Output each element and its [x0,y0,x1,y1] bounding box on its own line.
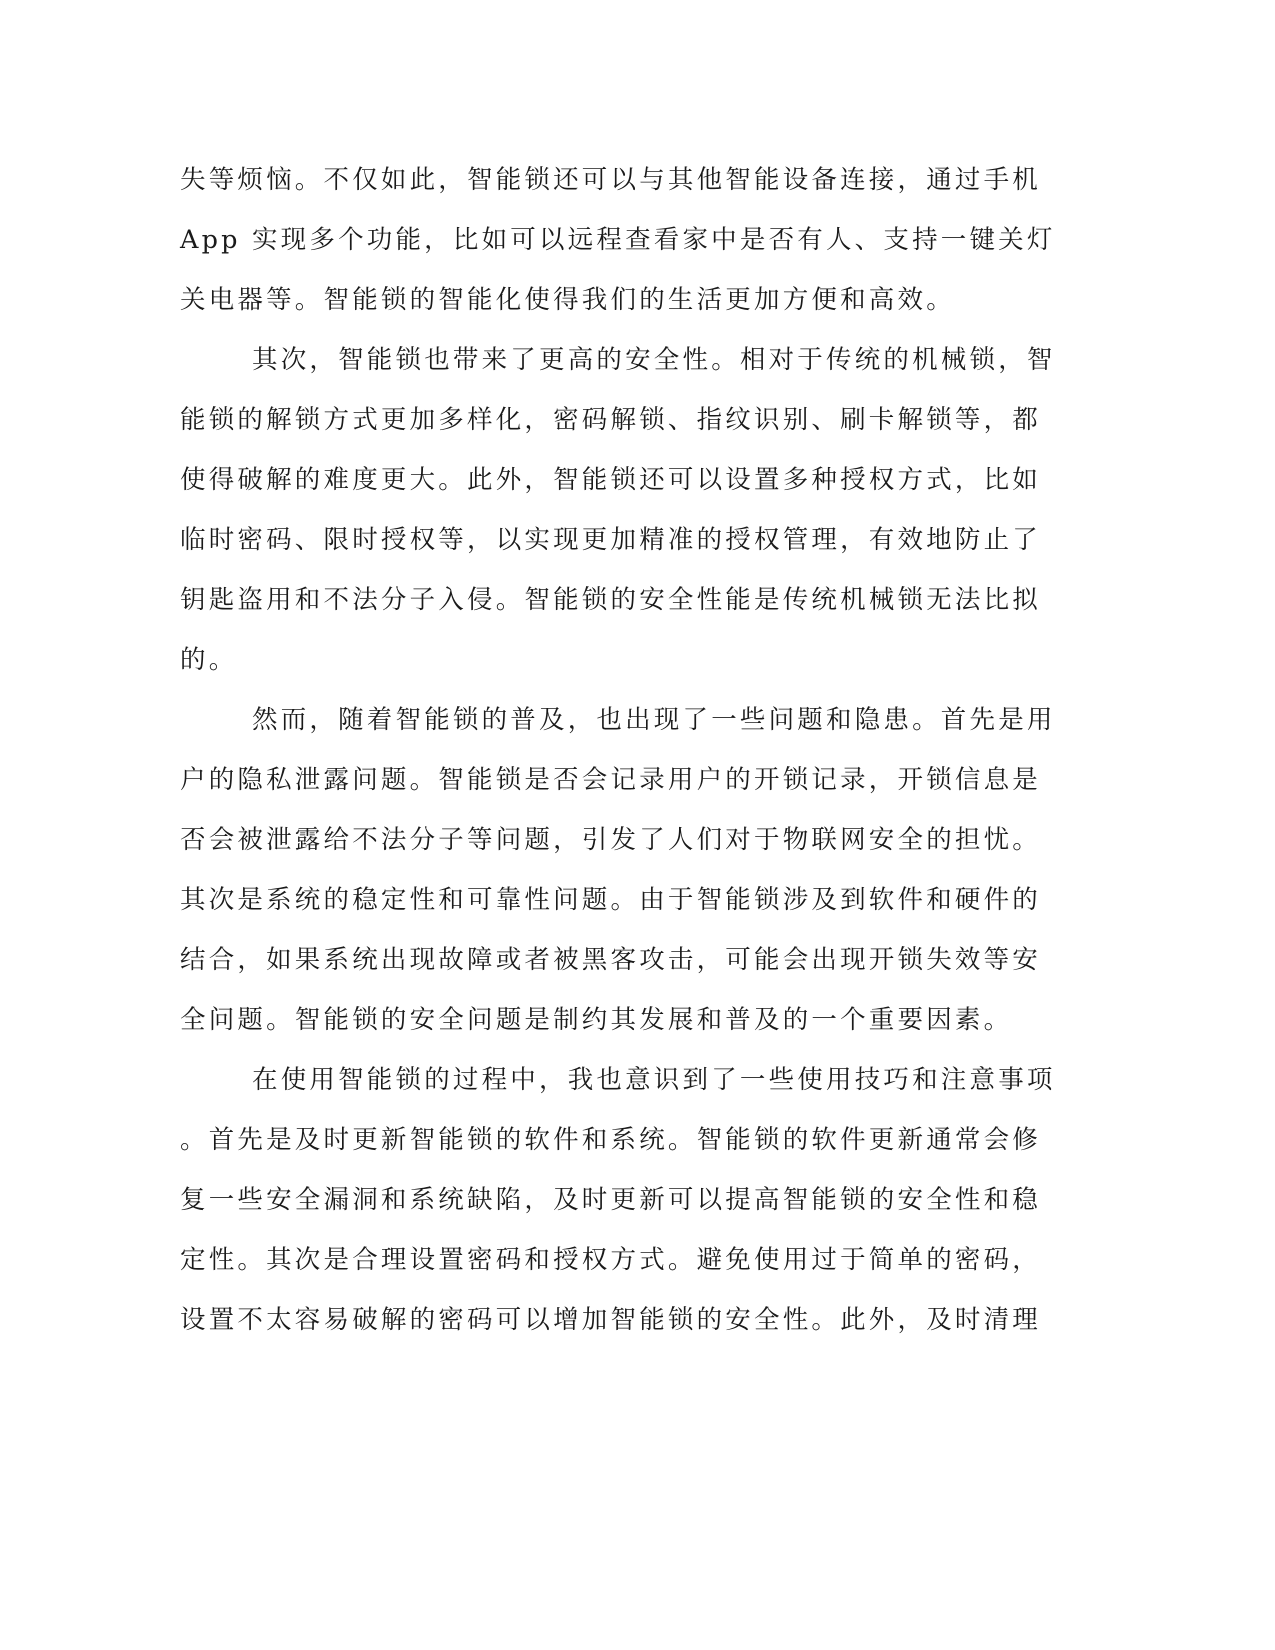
text-line: 定性。其次是合理设置密码和授权方式。避免使用过于简单的密码， [180,1245,1042,1275]
document-body [180,150,1056,1350]
text-line: 临时密码、限时授权等，以实现更加精准的授权管理，有效地防止了 [180,525,1042,555]
text-line: 钥匙盗用和不法分子入侵。智能锁的安全性能是传统机械锁无法比拟 [180,585,1042,615]
text-line: 关电器等。智能锁的智能化使得我们的生活更加方便和高效。 [180,285,955,315]
paragraph-first-line: 在使用智能锁的过程中，我也意识到了一些使用技巧和注意事项 [252,1065,1056,1095]
text-line: 结合，如果系统出现故障或者被黑客攻击，可能会出现开锁失效等安 [180,945,1042,975]
text-line: 能锁的解锁方式更加多样化，密码解锁、指纹识别、刷卡解锁等，都 [180,405,1042,435]
text-line: 使得破解的难度更大。此外，智能锁还可以设置多种授权方式，比如 [180,465,1042,495]
text-line: App 实现多个功能，比如可以远程查看家中是否有人、支持一键关灯 [180,225,1056,255]
text-line: 失等烦恼。不仅如此，智能锁还可以与其他智能设备连接，通过手机 [180,165,1042,195]
text-line: 设置不太容易破解的密码可以增加智能锁的安全性。此外，及时清理 [180,1305,1042,1335]
text-line: 复一些安全漏洞和系统缺陷，及时更新可以提高智能锁的安全性和稳 [180,1185,1042,1215]
text-line: 。首先是及时更新智能锁的软件和系统。智能锁的软件更新通常会修 [180,1125,1042,1155]
text-line: 否会被泄露给不法分子等问题，引发了人们对于物联网安全的担忧。 [180,825,1042,855]
paragraph-first-line: 然而，随着智能锁的普及，也出现了一些问题和隐患。首先是用 [252,705,1056,735]
text-line: 的。 [180,645,238,675]
text-line: 其次是系统的稳定性和可靠性问题。由于智能锁涉及到软件和硬件的 [180,885,1042,915]
text-line: 户的隐私泄露问题。智能锁是否会记录用户的开锁记录，开锁信息是 [180,765,1042,795]
paragraph-first-line: 其次，智能锁也带来了更高的安全性。相对于传统的机械锁，智 [252,345,1056,375]
text-line: 全问题。智能锁的安全问题是制约其发展和普及的一个重要因素。 [180,1005,1013,1035]
